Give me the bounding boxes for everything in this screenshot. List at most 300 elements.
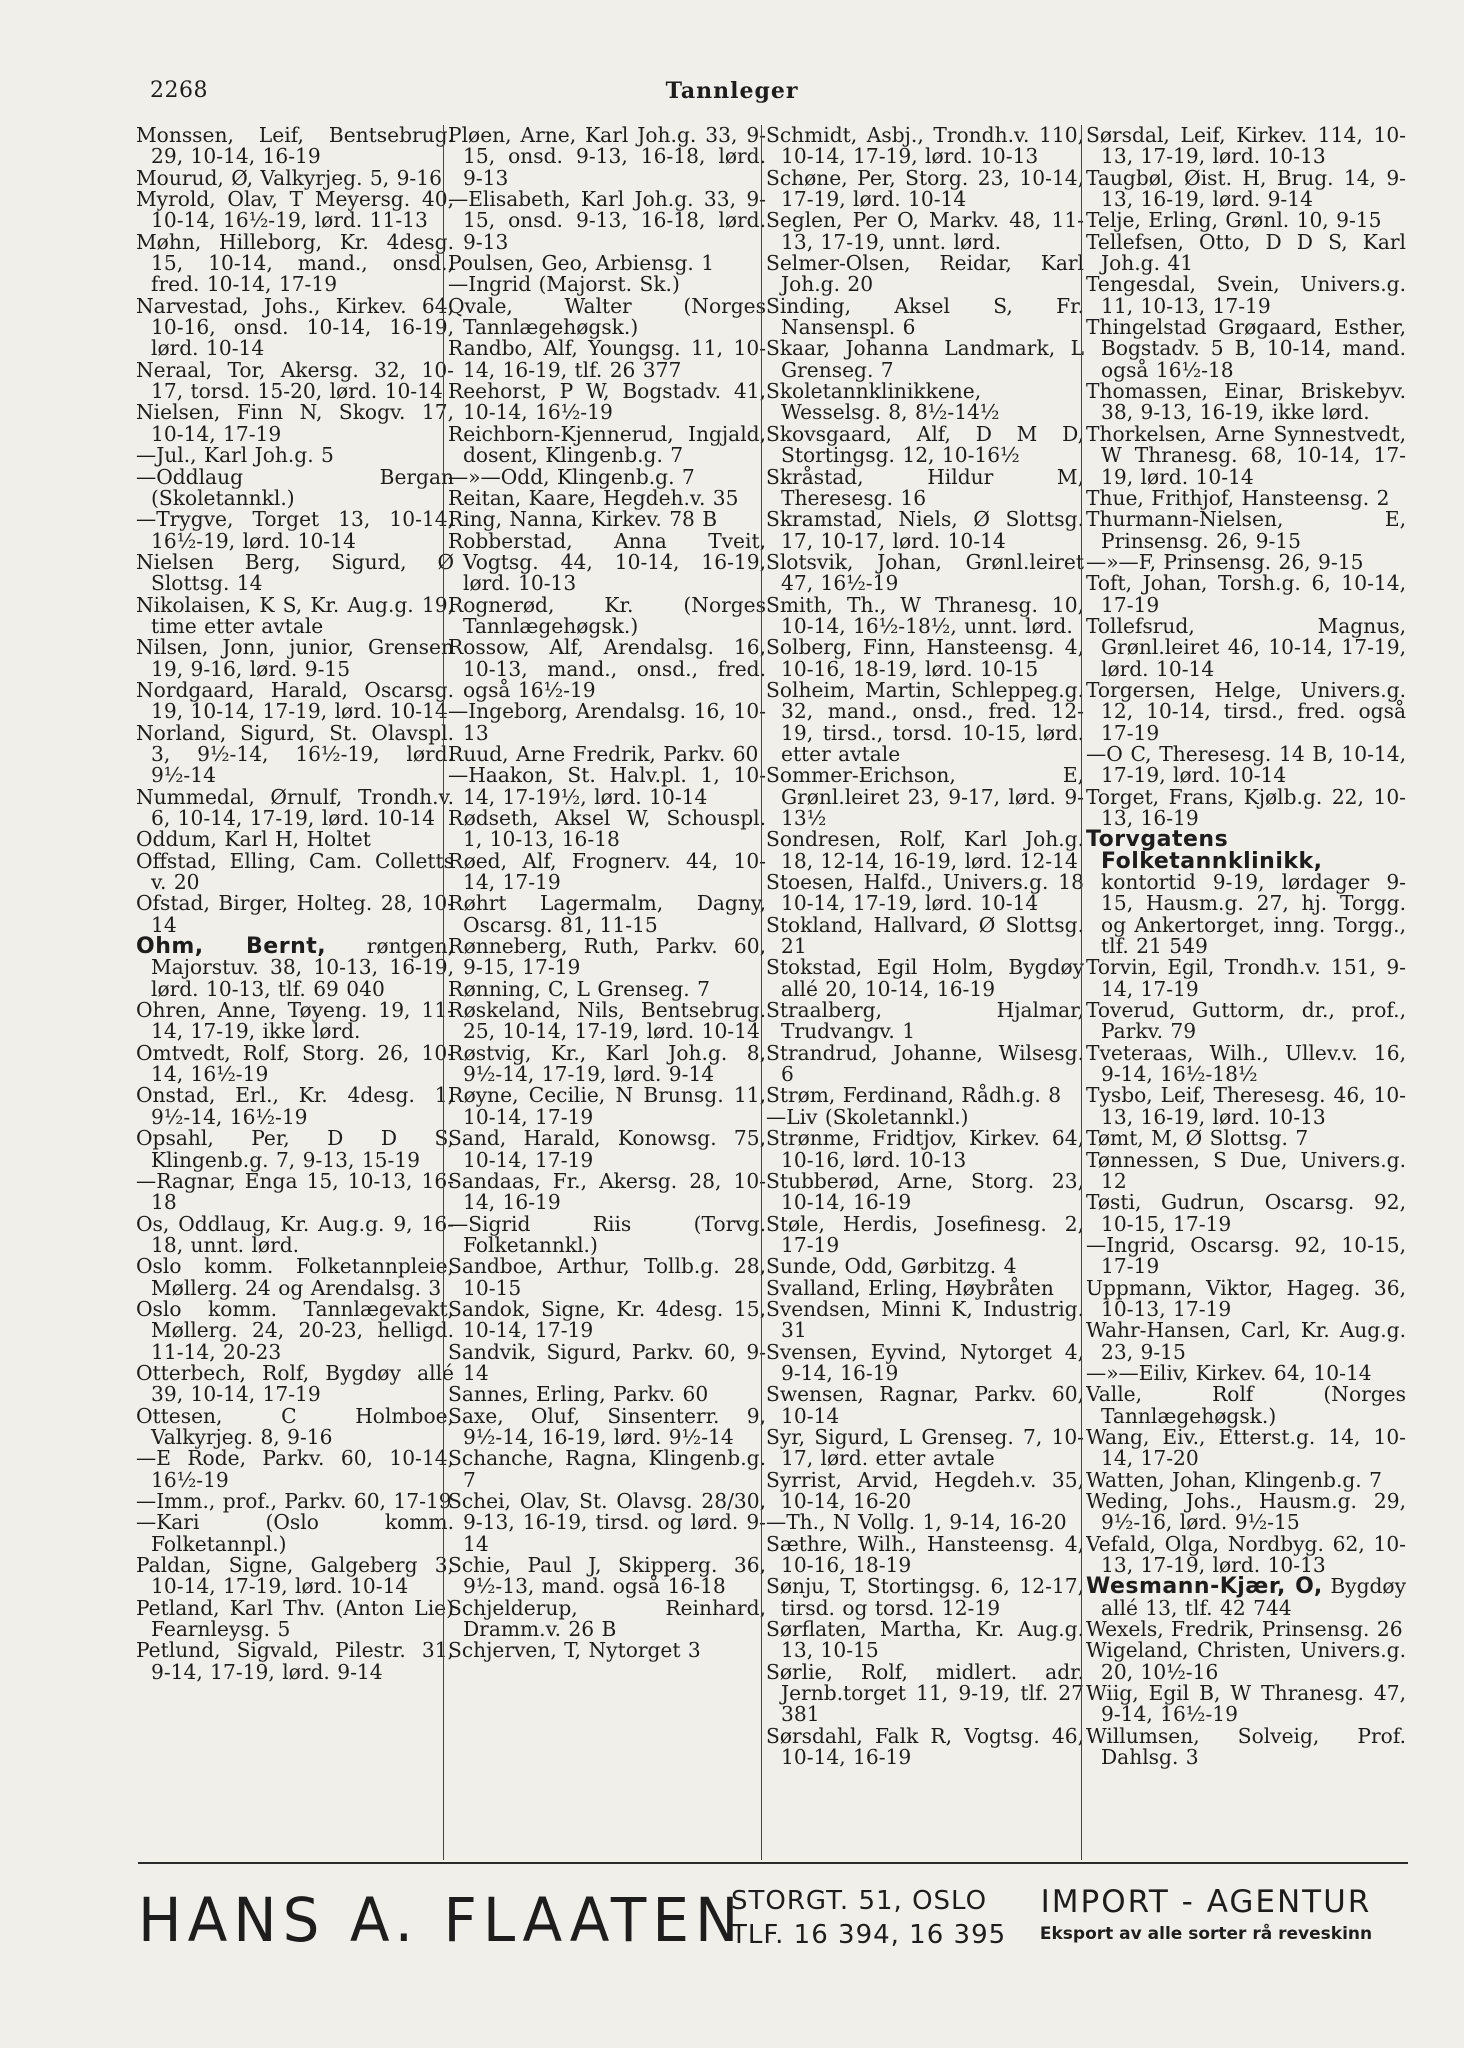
advertisement — [138, 1878, 1408, 1978]
directory-entry — [766, 1275, 1084, 1300]
column-2 — [448, 125, 766, 1860]
entry-text: Sunde, Odd, Gørbitzg. 4 — [766, 1254, 1017, 1279]
directory-entry — [766, 1000, 1084, 1043]
entry-text: Thingelstad Grøgaard, Esther, Bogstadv. 5 B, 10-14, mand. også 16½-18 — [1086, 315, 1406, 382]
directory-entry — [766, 872, 1084, 915]
directory-entry — [448, 592, 766, 638]
entry-text: Narvestad, Johs., Kirkev. 64, 10-16, onsd. 10-14, 16-19, lørd. 10-14 — [136, 293, 454, 361]
entry-text: Tønnessen, S Due, Univers.g. 12 — [1086, 1147, 1406, 1193]
entry-text: —Oddlaug Bergan (Skoletannkl.) — [136, 464, 454, 510]
entry-text: Schie, Paul J, Skipperg. 36, 9½-13, mand. også 16-18 — [448, 1553, 766, 1599]
directory-entry — [766, 1104, 1084, 1129]
entry-text: Oddum, Karl H, Holtet — [136, 827, 371, 852]
entry-text: Tollefsrud, Magnus, Grønl.leiret 46, 10-14, 17-19, lørd. 10-14 — [1086, 613, 1406, 681]
directory-entry — [448, 293, 766, 340]
entry-text: Sondresen, Rolf, Karl Joh.g. 18, 12-14, 16-19, lørd. 12-14 — [766, 827, 1084, 873]
entry-text: Nielsen Berg, Sigurd, Ø Slottsg. 14 — [136, 549, 454, 596]
directory-entry — [766, 210, 1084, 253]
entry-text: Paldan, Signe, Galgeberg 3, 10-14, 17-19, lørd. 10-14 — [136, 1553, 454, 1599]
directory-entry — [766, 1168, 1084, 1215]
directory-entry — [1086, 165, 1406, 212]
column-divider — [1081, 125, 1082, 1860]
directory-entry — [1086, 125, 1406, 168]
entry-text: —Haakon, St. Halv.pl. 1, 10-14, 17-19½, lørd. 10-14 — [448, 763, 766, 809]
entry-text: Sand, Harald, Konowsg. 75, 10-14, 17-19 — [448, 1126, 766, 1172]
directory-entry — [1086, 549, 1406, 574]
directory-entry — [136, 229, 454, 297]
entry-text: Reehorst, P W, Bogstadv. 41, 10-14, 16½-19 — [448, 379, 766, 425]
directory-entry — [766, 1040, 1084, 1087]
entry-text: Nielsen, Finn N, Skogv. 17, 10-14, 17-19 — [136, 400, 454, 446]
entry-text: Mourud, Ø, Valkyrjeg. 5, 9-16 — [136, 165, 442, 190]
entry-highlighted-name: Torvgatens Folketannklinikk, — [1086, 827, 1323, 874]
directory-entry — [136, 893, 454, 936]
entry-text: —Ragnar, Enga 15, 10-13, 16-18 — [136, 1168, 454, 1215]
entry-text: —Trygve, Torget 13, 10-14, 16½-19, lørd. 10-14 — [136, 507, 454, 553]
directory-entry — [136, 592, 454, 638]
entry-text: Nikolaisen, K S, Kr. Aug.g. 19, time etter avtale — [136, 592, 454, 638]
directory-entry — [766, 1085, 1084, 1106]
directory-entry — [136, 637, 454, 680]
entry-text: Tengesdal, Svein, Univers.g. 11, 10-13, 17-19 — [1086, 272, 1406, 318]
entry-text: Nilsen, Jonn, junior, Grensen 19, 9-16, lørd. 9-15 — [136, 635, 454, 681]
directory-entry — [766, 293, 1084, 340]
directory-entry — [766, 1211, 1084, 1257]
entry-text: Ottesen, C Holmboe, Valkyrjeg. 8, 9-16 — [136, 1403, 454, 1449]
entry-text: kontortid 9-19, lørdager 9-15, Hausm.g. 27, hj. Torgg. og Ankertorget, inng. Torgg., tlf. 21 549 — [1101, 870, 1406, 959]
entry-text: Stubberød, Arne, Storg. 23, 10-14, 16-19 — [766, 1168, 1084, 1215]
entry-text: Sandok, Signe, Kr. 4desg. 15, 10-14, 17-19 — [448, 1296, 766, 1343]
directory-entry — [1086, 1000, 1406, 1043]
directory-entry — [448, 1640, 766, 1661]
entry-text: Rognerød, Kr. (Norges Tannlægehøgsk.) — [448, 592, 766, 638]
directory-entry — [448, 765, 766, 808]
entry-text: Strønme, Fridtjov, Kirkev. 64, 10-16, lørd. 10-13 — [766, 1126, 1084, 1172]
directory-entry — [136, 1085, 454, 1128]
entry-text: Vefald, Olga, Nordbyg. 62, 10-13, 17-19, lørd. 10-13 — [1086, 1531, 1406, 1578]
directory-entry — [448, 848, 766, 895]
entry-text: Torvin, Egil, Trondh.v. 151, 9-14, 17-19 — [1086, 955, 1406, 1001]
entry-text: Onstad, Erl., Kr. 4desg. 1, 9½-14, 16½-19 — [136, 1083, 454, 1129]
entry-text: Petland, Karl Thv. (Anton Lie) Fearnleysg. 5 — [136, 1595, 454, 1642]
directory-entry — [136, 464, 454, 510]
entry-text: Reichborn-Kjennerud, Ingjald, dosent, Klingenb.g. 7 — [448, 421, 766, 468]
entry-text: Selmer-Olsen, Reidar, Karl Joh.g. 20 — [766, 251, 1084, 297]
entry-text: Petlund, Sigvald, Pilestr. 31, 9-14, 17-19, lørd. 9-14 — [136, 1638, 454, 1684]
entry-text: Wiig, Egil B, W Thranesg. 47, 9-14, 16½-19 — [1086, 1681, 1406, 1727]
directory-entry — [136, 1040, 454, 1087]
directory-entry — [136, 549, 454, 596]
entry-text: Røyne, Cecilie, N Brunsg. 11, 10-14, 17-19 — [448, 1083, 766, 1129]
entry-text: Ring, Nanna, Kirkev. 78 B — [448, 507, 718, 532]
directory-entry — [1086, 1424, 1406, 1471]
directory-entry — [766, 509, 1084, 552]
entry-text: Svendsen, Minni K, Industrig. 31 — [766, 1296, 1084, 1343]
entry-text: Weding, Johs., Hausm.g. 29, 9½-16, lørd. 9½-15 — [1086, 1489, 1406, 1535]
directory-entry — [766, 1467, 1084, 1513]
entry-text: Syr, Sigurd, L Grenseg. 7, 10-17, lørd. etter avtale — [766, 1424, 1084, 1471]
entry-text: Schjelderup, Reinhard, Dramm.v. 26 B — [448, 1595, 766, 1642]
entry-text: Wahr-Hansen, Carl, Kr. Aug.g. 23, 9-15 — [1086, 1318, 1406, 1364]
entry-text: Omtvedt, Rolf, Storg. 26, 10-14, 16½-19 — [136, 1040, 454, 1087]
entry-text: Skovsgaard, Alf, D M D, Stortingsg. 12, 10-16½ — [766, 421, 1084, 468]
directory-entry — [766, 912, 1084, 959]
entry-text: Sørflaten, Martha, Kr. Aug.g. 13, 10-15 — [766, 1617, 1084, 1663]
directory-entry — [136, 1512, 454, 1555]
directory-entry — [448, 1040, 766, 1087]
directory-entry — [136, 720, 454, 788]
directory-entry — [448, 421, 766, 468]
entry-text: Norland, Sigurd, St. Olavspl. 3, 9½-14, 16½-19, lørd. 9½-14 — [136, 720, 454, 788]
directory-entry — [448, 893, 766, 936]
entry-text: Reitan, Kaare, Hegdeh.v. 35 — [448, 485, 739, 510]
directory-entry — [766, 549, 1084, 596]
entry-text: Wang, Eiv., Etterst.g. 14, 10-14, 17-20 — [1086, 1424, 1406, 1471]
directory-entry — [1086, 1640, 1406, 1683]
entry-text: —»—F, Prinsensg. 26, 9-15 — [1086, 549, 1364, 574]
entry-text: —E Rode, Parkv. 60, 10-14, 16½-19 — [136, 1446, 454, 1492]
ad-company-name: HANS A. FLAATEN — [138, 1884, 745, 1956]
entry-text: Willumsen, Solveig, Prof. Dahlsg. 3 — [1086, 1723, 1406, 1770]
directory-entry — [136, 784, 454, 830]
entry-text: —Sigrid Riis (Torvg. Folketannkl.) — [448, 1211, 766, 1257]
entry-text: Neraal, Tor, Akersg. 32, 10-17, torsd. 15-20, lørd. 10-14 — [136, 357, 454, 404]
ad-address — [731, 1884, 1006, 1952]
entry-text: Smith, Th., W Thranesg. 10, 10-14, 16½-18½, unnt. lørd. — [766, 592, 1084, 638]
entry-text: Stokland, Hallvard, Ø Slottsg. 21 — [766, 912, 1084, 959]
entry-text: Poulsen, Geo, Arbiensg. 1 — [448, 251, 715, 276]
directory-entry — [1086, 1576, 1406, 1619]
entry-text: Slotsvik, Johan, Grønl.leiret 47, 16½-19 — [766, 549, 1084, 596]
directory-entry — [448, 1256, 766, 1299]
entry-text: Ofstad, Birger, Holteg. 28, 10-14 — [136, 891, 454, 937]
directory-entry — [1086, 741, 1406, 788]
column-3 — [766, 125, 1084, 1860]
directory-entry — [136, 1595, 454, 1642]
directory-entry — [766, 1512, 1084, 1533]
entry-text: Skaar, Johanna Landmark, L Grenseg. 7 — [766, 336, 1084, 382]
directory-entry — [448, 528, 766, 596]
directory-entry — [136, 293, 454, 361]
entry-text: Wexels, Fredrik, Prinsensg. 26 — [1086, 1617, 1403, 1642]
directory-entry — [766, 338, 1084, 381]
directory-entry — [448, 253, 766, 274]
directory-entry — [448, 381, 766, 424]
entry-text: Skoletannklinikkene, Wesselsg. 8, 8½-14½ — [766, 379, 1000, 425]
directory-entry — [448, 808, 766, 851]
entry-text: Schanche, Ragna, Klingenb.g. 7 — [448, 1446, 766, 1492]
entry-text: Sørlie, Rolf, midlert. adr. Jernb.torget 11, 9-19, tlf. 27 381 — [766, 1659, 1084, 1727]
entry-text: Wigeland, Christen, Univers.g. 20, 10½-16 — [1086, 1638, 1406, 1684]
directory-entry — [766, 253, 1084, 296]
entry-text: Uppmann, Viktor, Hageg. 36, 10-13, 17-19 — [1086, 1275, 1406, 1321]
entry-text: —»—Odd, Klingenb.g. 7 — [448, 464, 695, 489]
entry-text: Ruud, Arne Fredrik, Parkv. 60 — [448, 741, 759, 766]
entry-text: Røed, Alf, Frognerv. 44, 10-14, 17-19 — [448, 848, 766, 895]
entry-text: Tømt, M, Ø Slottsg. 7 — [1086, 1126, 1309, 1151]
directory-entry — [448, 1168, 766, 1215]
directory-entry — [1086, 613, 1406, 681]
directory-entry — [136, 1360, 454, 1407]
entry-text: Svalland, Erling, Høybråten — [766, 1275, 1054, 1300]
entry-text: Sandaas, Fr., Akersg. 28, 10-14, 16-19 — [448, 1168, 766, 1215]
page-title: Tannleger — [665, 78, 799, 104]
directory-entry — [1086, 1723, 1406, 1770]
entry-text: Sandboe, Arthur, Tollb.g. 28, 10-15 — [448, 1254, 766, 1300]
entry-text: Offstad, Elling, Cam. Colletts v. 20 — [136, 848, 454, 895]
entry-text: Bygdøy allé 13, tlf. 42 744 — [1101, 1574, 1406, 1620]
column-4 — [1086, 125, 1406, 1860]
entry-text: Røskeland, Nils, Bentsebrug. 25, 10-14, 17-19, lørd. 10-14 — [448, 998, 766, 1044]
ad-agency: IMPORT - AGENTUR — [1040, 1884, 1372, 1920]
directory-entry — [766, 1576, 1084, 1619]
entry-text: Thorkelsen, Arne Synnestvedt, W Thranesg. 68, 10-14, 17-19, lørd. 10-14 — [1086, 421, 1406, 489]
entry-text: —Liv (Skoletannkl.) — [766, 1104, 969, 1129]
entry-text: Saxe, Oluf, Sinsenterr. 9, 9½-14, 16-19, lørd. 9½-14 — [448, 1403, 766, 1449]
entry-text: Strøm, Ferdinand, Rådh.g. 8 — [766, 1083, 1062, 1108]
entry-text: Monssen, Leif, Bentsebrug. 29, 10-14, 16-19 — [136, 125, 454, 169]
directory-entry — [448, 1595, 766, 1642]
directory-entry — [1086, 677, 1406, 745]
directory-entry — [1086, 1232, 1406, 1279]
ad-export-line: Eksport av alle sorter rå reveskinn — [1039, 1924, 1373, 1944]
entry-text: Rønning, C, L Grenseg. 7 — [448, 976, 710, 1001]
directory-entry — [136, 1403, 454, 1449]
entry-text: Stokstad, Egil Holm, Bygdøy allé 20, 10-14, 16-19 — [766, 955, 1084, 1001]
entry-text: Thurmann-Nielsen, E, Prinsensg. 26, 9-15 — [1086, 507, 1406, 553]
entry-highlighted-name: Wesmann-Kjær, O, — [1086, 1574, 1323, 1600]
directory-entry — [1086, 1040, 1406, 1087]
directory-entry — [1086, 1147, 1406, 1193]
directory-entry — [1086, 829, 1406, 957]
directory-entry — [448, 1491, 766, 1555]
entry-text: Toverud, Guttorm, dr., prof., Parkv. 79 — [1086, 998, 1406, 1044]
directory-entry — [1086, 1384, 1406, 1427]
directory-entry — [136, 1168, 454, 1215]
directory-entry — [136, 1296, 454, 1364]
directory-entry — [766, 381, 1084, 424]
entry-text: Solberg, Finn, Hansteensg. 4, 10-16, 18-19, lørd. 10-15 — [766, 635, 1084, 681]
directory-entry — [766, 829, 1084, 872]
entry-text: Røhrt Lagermalm, Dagny, Oscarsg. 81, 11-15 — [448, 891, 766, 937]
entry-text: Møhn, Hilleborg, Kr. 4desg. 15, 10-14, mand., onsd., fred. 10-14, 17-19 — [136, 229, 454, 297]
entry-text: —Imm., prof., Parkv. 60, 17-19 — [136, 1489, 452, 1513]
entry-text: Sandvik, Sigurd, Parkv. 60, 9-14 — [448, 1339, 766, 1385]
directory-entry — [766, 1723, 1084, 1770]
directory-entry — [766, 1659, 1084, 1727]
directory-entry — [1086, 1683, 1406, 1726]
directory-entry — [448, 338, 766, 381]
directory-entry — [766, 1619, 1084, 1662]
entry-text: Schøne, Per, Storg. 23, 10-14, 17-19, lørd. 10-14 — [766, 165, 1084, 212]
directory-entry — [136, 509, 454, 552]
entry-text: Sinding, Aksel S, Fr. Nansenspl. 6 — [766, 293, 1084, 340]
entry-text: Schjerven, T, Nytorget 3 — [448, 1638, 701, 1663]
directory-entry — [1086, 957, 1406, 1000]
entry-text: —Elisabeth, Karl Joh.g. 33, 9-15, onsd. 9-13, 16-18, lørd. 9-13 — [448, 187, 766, 254]
entry-text: —Th., N Vollg. 1, 9-14, 16-20 — [766, 1510, 1067, 1535]
entry-text: —Ingrid, Oscarsg. 92, 10-15, 17-19 — [1086, 1232, 1406, 1279]
directory-entry — [448, 637, 766, 701]
entry-text: Valle, Rolf (Norges Tannlægehøgsk.) — [1086, 1382, 1406, 1428]
entry-text: —Kari (Oslo komm. Folketannpl.) — [136, 1510, 454, 1556]
directory-entry — [766, 125, 1084, 168]
directory-entry — [1086, 381, 1406, 424]
directory-entry — [1086, 1491, 1406, 1534]
entry-text: Svensen, Eyvind, Nytorget 4, 9-14, 16-19 — [766, 1339, 1084, 1385]
entry-text: Skramstad, Niels, Ø Slottsg. 17, 10-17, lørd. 10-14 — [766, 507, 1084, 553]
entry-text: Støle, Herdis, Josefinesg. 2, 17-19 — [766, 1211, 1084, 1257]
entry-text: Nordgaard, Harald, Oscarsg. 19, 10-14, 17-19, lørd. 10-14 — [136, 677, 454, 724]
directory-entry — [1086, 1467, 1406, 1492]
directory-entry — [1086, 1128, 1406, 1149]
directory-entry — [448, 1128, 766, 1171]
directory-entry — [136, 402, 454, 445]
directory-entry — [1086, 229, 1406, 276]
directory-entry — [448, 509, 766, 530]
entry-text: Rødseth, Aksel W, Schouspl. 1, 10-13, 16-18 — [448, 806, 766, 852]
directory-entry — [136, 1211, 454, 1257]
directory-entry — [766, 592, 1084, 638]
ad-phone: TLF. 16 394, 16 395 — [731, 1920, 1007, 1950]
directory-entry — [136, 848, 454, 895]
directory-entry — [766, 1128, 1084, 1171]
directory-entry — [448, 741, 766, 766]
entry-text: Tellefsen, Otto, D D S, Karl Joh.g. 41 — [1086, 229, 1406, 276]
entry-text: Thomassen, Einar, Briskebyv. 38, 9-13, 16-19, ikke lørd. — [1086, 379, 1406, 425]
entry-text: Myrold, Olav, T Meyersg. 40, 10-14, 16½-19, lørd. 11-13 — [136, 187, 454, 233]
entry-text: —»—Eiliv, Kirkev. 64, 10-14 — [1086, 1360, 1372, 1385]
entry-text: Solheim, Martin, Schleppeg.g. 32, mand., onsd., fred. 12-19, tirsd., torsd. 10-15, lørd. etter avtale — [766, 677, 1084, 766]
directory-entry — [136, 1000, 454, 1043]
directory-entry — [448, 274, 766, 295]
directory-entry — [766, 957, 1084, 1000]
directory-entry — [448, 1085, 766, 1128]
entry-text: Sørsdahl, Falk R, Vogtsg. 46, 10-14, 16-19 — [766, 1723, 1084, 1770]
entry-text: Thue, Frithjof, Hansteensg. 2 — [1086, 485, 1390, 510]
entry-text: Opsahl, Per, D D S, Klingenb.g. 7, 9-13, 15-19 — [136, 1126, 454, 1172]
entry-text: Røstvig, Kr., Karl Joh.g. 8, 9½-14, 17-19, lørd. 9-14 — [448, 1040, 766, 1087]
column-1 — [136, 125, 454, 1860]
directory-entry — [448, 1448, 766, 1491]
entry-text: —Jul., Karl Joh.g. 5 — [136, 443, 334, 468]
directory-entry — [1086, 1531, 1406, 1578]
directory-entry — [1086, 509, 1406, 552]
directory-entry — [1086, 485, 1406, 510]
entry-text: Tøsti, Gudrun, Oscarsg. 92, 10-15, 17-19 — [1086, 1190, 1406, 1236]
directory-entry — [136, 1256, 454, 1299]
entry-text: —Ingrid (Majorst. Sk.) — [448, 272, 680, 297]
directory-entry — [766, 637, 1084, 680]
directory-entry — [448, 1339, 766, 1385]
directory-entry — [1086, 1275, 1406, 1321]
entry-text: Otterbech, Rolf, Bygdøy allé 39, 10-14, 17-19 — [136, 1360, 454, 1407]
directory-entry — [448, 1403, 766, 1449]
directory-entry — [448, 485, 766, 510]
entry-text: Nummedal, Ørnulf, Trondh.v. 6, 10-14, 17-19, lørd. 10-14 — [136, 784, 454, 830]
directory-entry — [1086, 1619, 1406, 1640]
directory-entry — [1086, 784, 1406, 830]
entry-text: Skråstad, Hildur M, Theresesg. 16 — [766, 464, 1084, 510]
column-divider — [443, 125, 444, 1860]
entry-text: Swensen, Ragnar, Parkv. 60, 10-14 — [766, 1382, 1084, 1428]
directory-entry — [448, 1555, 766, 1598]
directory-entry — [448, 1384, 766, 1405]
directory-entry — [766, 765, 1084, 829]
directory-entry — [1086, 421, 1406, 489]
entry-text: Oslo komm. Tannlægevakt, Møllerg. 24, 20-23, helligd. 11-14, 20-23 — [136, 1296, 454, 1364]
entry-text: Taugbøl, Øist. H, Brug. 14, 9-13, 16-19, lørd. 9-14 — [1086, 165, 1406, 212]
entry-text: Robberstad, Anna Tveit, Vogtsg. 44, 10-14, 16-19, lørd. 10-13 — [448, 528, 766, 596]
directory-entry — [448, 1000, 766, 1043]
entry-text: Torgersen, Helge, Univers.g. 12, 10-14, tirsd., fred. også 17-19 — [1086, 677, 1406, 745]
entry-text: Toft, Johan, Torsh.g. 6, 10-14, 17-19 — [1086, 571, 1406, 617]
entry-text: —O C, Theresesg. 14 B, 10-14, 17-19, lørd. 10-14 — [1086, 741, 1406, 788]
directory-entry — [1086, 1360, 1406, 1385]
entry-text: Oslo komm. Folketannpleie, Møllerg. 24 og Arendalsg. 3 — [136, 1254, 454, 1300]
directory-entry — [136, 1128, 454, 1171]
directory-entry — [136, 1640, 454, 1683]
entry-text: Tveteraas, Wilh., Ullev.v. 16, 9-14, 16½-18½ — [1086, 1040, 1406, 1087]
ad-street: STORGT. 51, OSLO — [731, 1886, 988, 1916]
directory-entry — [448, 936, 766, 979]
directory-entry — [1086, 1085, 1406, 1128]
directory-entry — [766, 1531, 1084, 1578]
directory-entry — [1086, 573, 1406, 616]
entry-text: Sommer-Erichson, E, Grønl.leiret 23, 9-17, lørd. 9-13½ — [766, 763, 1084, 830]
directory-entry — [766, 1296, 1084, 1343]
ad-business — [1004, 1884, 1408, 1948]
entry-text: Qvale, Walter (Norges Tannlægehøgsk.) — [448, 293, 766, 340]
directory-entry — [766, 677, 1084, 766]
directory-entry — [1086, 274, 1406, 317]
entry-highlighted-name: Ohm, Bernt, — [136, 934, 327, 960]
directory-entry — [448, 189, 766, 253]
footer-divider — [138, 1862, 1408, 1864]
entry-text: Sørsdal, Leif, Kirkev. 114, 10-13, 17-19, lørd. 10-13 — [1086, 125, 1406, 169]
entry-text: Stoesen, Halfd., Univers.g. 18 10-14, 17-19, lørd. 10-14 — [766, 870, 1084, 916]
entry-text: Sannes, Erling, Parkv. 60 — [448, 1382, 709, 1407]
entry-text: Sæthre, Wilh., Hansteensg. 4, 10-16, 18-19 — [766, 1531, 1084, 1578]
directory-entry — [136, 445, 454, 466]
directory-entry — [448, 1211, 766, 1257]
directory-entry — [136, 677, 454, 724]
entry-text: Torget, Frans, Kjølb.g. 22, 10-13, 16-19 — [1086, 784, 1406, 830]
page-number: 2268 — [150, 78, 208, 103]
directory-entry — [136, 189, 454, 232]
entry-text: Sønju, T, Stortingsg. 6, 12-17, tirsd. og torsd. 12-19 — [766, 1574, 1084, 1620]
entry-text: Rossow, Alf, Arendalsg. 16, 10-13, mand., onsd., fred. også 16½-19 — [448, 635, 766, 702]
directory-entry — [136, 357, 454, 404]
directory-entry — [448, 976, 766, 1001]
directory-entry — [766, 1384, 1084, 1427]
page-header — [0, 78, 1464, 114]
directory-entry — [766, 1256, 1084, 1277]
entry-text: Os, Oddlaug, Kr. Aug.g. 9, 16-18, unnt. lørd. — [136, 1211, 454, 1257]
directory-entry — [1086, 210, 1406, 231]
entry-text: —Ingeborg, Arendalsg. 16, 10-13 — [448, 699, 766, 745]
entry-text: Randbo, Alf, Youngsg. 11, 10-14, 16-19, tlf. 26 377 — [448, 336, 766, 382]
directory-entry — [766, 1339, 1084, 1385]
entry-text: Straalberg, Hjalmar, Trudvangv. 1 — [766, 998, 1084, 1044]
directory-entry — [136, 829, 454, 850]
entry-text: Pløen, Arne, Karl Joh.g. 33, 9-15, onsd. 9-13, 16-18, lørd. 9-13 — [448, 125, 766, 190]
entry-text: Rønneberg, Ruth, Parkv. 60, 9-15, 17-19 — [448, 934, 766, 980]
directory-entry — [136, 1491, 454, 1512]
entry-text: Watten, Johan, Klingenb.g. 7 — [1086, 1467, 1382, 1492]
directory-entry — [1086, 317, 1406, 381]
entry-text: Schei, Olav, St. Olavsg. 28/30, 9-13, 16-19, tirsd. og lørd. 9-14 — [448, 1489, 766, 1556]
